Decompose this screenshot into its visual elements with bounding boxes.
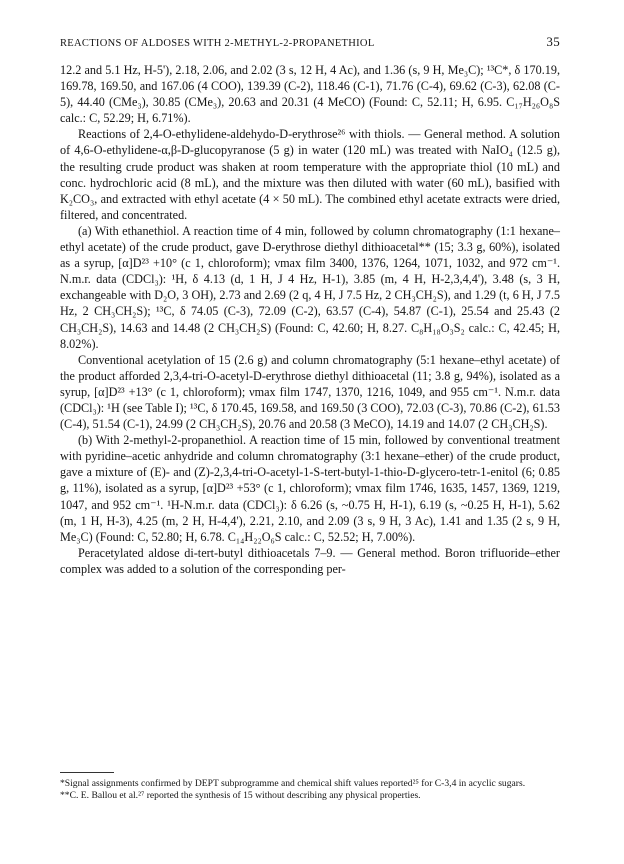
running-header xyxy=(60,34,560,50)
paragraph: 12.2 and 5.1 Hz, H-5'), 2.18, 2.06, and 2.02 (3 s, 12 H, 4 Ac), and 1.36 (s, 9 H, Me₃C); ¹³C*, δ 170.19, 169.78, 169.50, and 167.06 (4 COO), 139.39 (C-2), 118.46 (C-1), 71.76 (C-4), 69.62 (C-3), 62.08 (C-5), 44.40 (CMe₃), 30.85 (CMe₃), 20.63 and 20.31 (4 MeCO) (Found: C, 52.11; H, 6.95. C₁₇H₂₆O₈S calc.: C, 52.29; H, 6.71%). xyxy=(60,63,560,126)
footnote: **C. E. Ballou et al.²⁷ reported the synthesis of 15 without describing any physical properties. xyxy=(60,790,421,802)
paragraph: Reactions of 2,4-O-ethylidene-aldehydo-D-erythrose²⁶ with thiols. — General method. A solution of 4,6-O-ethylidene-α,β-D-glucopyranose (5 g) in water (120 mL) was treated with NaIO₄ (12.5 g), the resulting crude product was shaken at room temperature with the appropriate thiol (10 mL) and conc. hydrochloric acid (8 mL), and the mixture was then diluted with water (60 mL), basified with K₂CO₃, and extracted with ethyl acetate (4 × 50 mL). The combined ethyl acetate extracts were dried, filtered, and concentrated. xyxy=(60,127,560,222)
page-number: 35 xyxy=(546,34,560,49)
paragraph: Conventional acetylation of 15 (2.6 g) and column chromatography (5:1 hexane–ethyl acetate) of the product afforded 2,3,4-tri-O-acetyl-D-erythrose diethyl dithioacetal (11; 3.8 g, 94%), isolated as a syrup, [α]D²³ +13° (c 1, chloroform); νmax film 1747, 1370, 1216, 1049, and 955 cm⁻¹. N.m.r. data (CDCl₃): ¹H (see Table I); ¹³C, δ 170.45, 169.58, and 169.50 (3 COO), 72.03 (C-3), 70.86 (C-2), 61.53 (C-4), 51.54 (C-1), 24.99 (2 CH₃CH₂S), 20.76 and 20.58 (3 MeCO), 14.19 and 14.07 (2 CH₃CH₂S). xyxy=(60,352,560,432)
footnote: *Signal assignments confirmed by DEPT subprogramme and chemical shift values reported²⁵ for C-3,4 in acyclic sugars. xyxy=(60,778,526,789)
paragraph: (a) With ethanethiol. A reaction time of 4 min, followed by column chromatography (1:1 hexane–ethyl acetate) of the crude product, gave D-erythrose diethyl dithioacetal** (15; 3.3 g, 60%), isolated as a syrup, [α]D²³ +10° (c 1, chloroform); νmax film 3400, 1376, 1264, 1071, 1032, and 972 cm⁻¹. N.m.r. data (CDCl₃): ¹H, δ 4.13 (d, 1 H, J 4 Hz, H-1), 3.85 (m, 4 H, H-2,3,4,4'), 3.48 (s, 3 H, exchangeable with D₂O, 3 OH), 2.73 and 2.69 (2 q, 4 H, J 7.5 Hz, 2 CH₃CH₂S), and 1.29 (t, 6 H, J 7.5 Hz, 2 CH₃CH₂S); ¹³C, δ 74.05 (C-3), 72.09 (C-2), 63.57 (C-4), 54.87 (C-1), 25.54 and 25.43 (2 CH₃CH₂S), 14.63 and 14.48 (2 CH₃CH₂S) (Found: C, 42.60; H, 8.27. C₈H₁₈O₃S₂ calc.: C, 42.45; H, 8.02%). xyxy=(60,223,560,351)
running-title: REACTIONS OF ALDOSES WITH 2-METHYL-2-PROPANETHIOL xyxy=(60,38,375,49)
footnote-divider xyxy=(60,772,114,773)
paragraph: Peracetylated aldose di-tert-butyl dithioacetals 7–9. — General method. Boron trifluoride–ether complex was added to a solution of the corresponding per- xyxy=(60,545,560,576)
footnotes xyxy=(60,778,560,803)
paragraph: (b) With 2-methyl-2-propanethiol. A reaction time of 15 min, followed by conventional treatment with pyridine–acetic anhydride and column chromatography (3:1 hexane–ether) of the crude product, gave a mixture of (E)- and (Z)-2,3,4-tri-O-acetyl-1-S-tert-butyl-1-thio-D-glycero-tetr-1-enitol (6; 0.85 g, 11%), isolated as a syrup, [α]D²³ +53° (c 1, chloroform); νmax film 1746, 1635, 1457, 1369, 1219, 1047, and 952 cm⁻¹. ¹H-N.m.r. data (CDCl₃): δ 6.26 (s, ~0.75 H, H-1), 6.19 (s, ~0.25 H, H-1), 5.62 (m, 1 H, H-3), 4.25 (m, 2 H, H-4,4'), 2.21, 2.10, and 2.09 (3 s, 9 H, 3 Ac), 1.41 and 1.35 (2 s, 9 H, Me₃C) (Found: C, 52.80; H, 6.78. C₁₄H₂₂O₆S calc.: C, 52.52; H, 7.00%). xyxy=(60,433,560,544)
body-text xyxy=(60,62,560,577)
page-content xyxy=(60,34,560,577)
